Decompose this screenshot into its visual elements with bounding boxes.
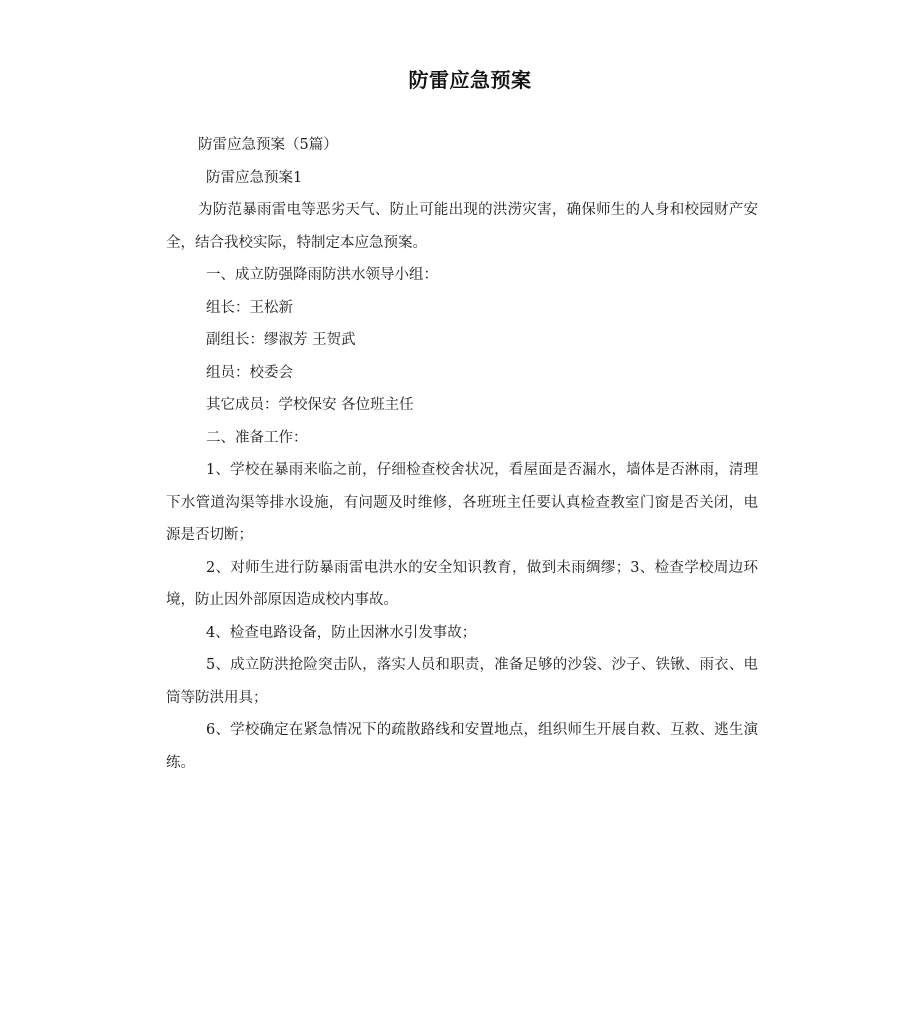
paragraph-item: 6、学校确定在紧急情况下的疏散路线和安置地点，组织师生开展自救、互救、逃生演练。 [166, 722, 758, 771]
paragraph-item: 2、对师生进行防暴雨雷电洪水的安全知识教育，做到未雨绸缪；3、检查学校周边环境，防止因外部原因造成校内事故。 [166, 559, 758, 608]
paragraph-section-one: 一、成立防强降雨防洪水领导小组： [206, 267, 438, 283]
paragraph-section-two: 二、准备工作： [206, 429, 308, 446]
paragraph-other-members: 其它成员：学校保安 各位班主任 [206, 397, 414, 413]
paragraph-heading: 防雷应急预案（5篇） [198, 137, 338, 153]
paragraph-item: 4、检查电路设备，防止因淋水引发事故； [206, 624, 477, 641]
paragraph-deputy-leader: 副组长：缪淑芳 王贺武 [206, 332, 356, 348]
paragraph-intro: 为防范暴雨雷电等恶劣天气、防止可能出现的洪涝灾害，确保师生的人身和校园财产安全，结合我校实际，特制定本应急预案。 [166, 202, 758, 251]
paragraph-item: 5、成立防洪抢险突击队，落实人员和职责，准备足够的沙袋、沙子、铁锹、雨衣、电筒等防洪用具； [166, 657, 758, 706]
paragraph-subheading: 防雷应急预案1 [206, 169, 303, 186]
paragraph-item: 1、学校在暴雨来临之前，仔细检查校舍状况，看屋面是否漏水，墙体是否淋雨，清理下水管道沟渠等排水设施，有问题及时维修，各班班主任要认真检查教室门窗是否关闭，电源是否切断； [166, 462, 758, 543]
document-title: 防雷应急预案 [408, 68, 532, 92]
paragraph-members: 组员：校委会 [206, 364, 293, 381]
paragraph-leader: 组长：王松新 [206, 299, 293, 316]
document-body [166, 129, 758, 779]
